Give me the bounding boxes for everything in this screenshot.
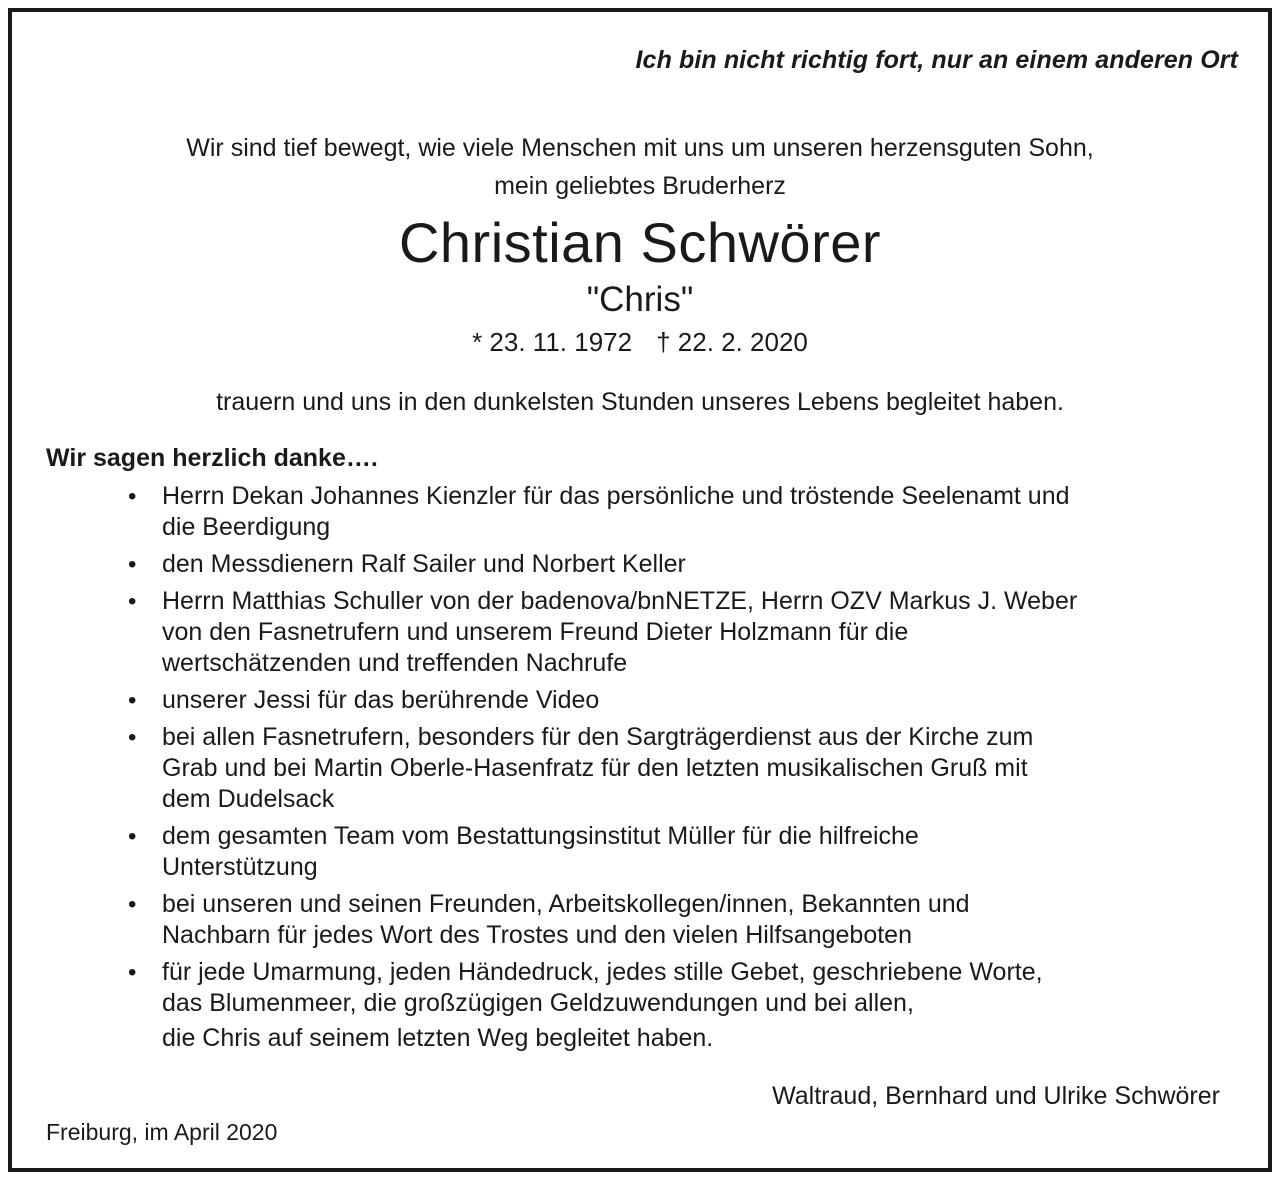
bullet-icon: • xyxy=(128,551,137,578)
thanks-heading: Wir sagen herzlich danke…. xyxy=(46,444,378,472)
mourning-line: trauern und uns in den dunkelsten Stunden unseres Lebens begleitet haben. xyxy=(216,388,1064,416)
thanks-item xyxy=(128,685,1236,716)
thanks-item-line: die Chris auf seinem letzten Weg begleitet haben. xyxy=(162,1024,714,1052)
thanks-item-line: bei unseren und seinen Freunden, Arbeitskollegen/innen, Bekannten und xyxy=(162,890,970,918)
thanks-item-line: Herrn Dekan Johannes Kienzler für das persönliche und tröstende Seelenamt und xyxy=(162,482,1070,510)
thanks-item-line: die Beerdigung xyxy=(162,513,331,541)
thanks-item-line: Unterstützung xyxy=(162,853,318,881)
bullet-icon: • xyxy=(128,823,137,850)
intro-line-2: mein geliebtes Bruderherz xyxy=(494,172,786,200)
bullet-icon: • xyxy=(128,588,137,615)
thanks-item-line: für jede Umarmung, jeden Händedruck, jedes stille Gebet, geschriebene Worte, xyxy=(162,958,1043,986)
life-dates xyxy=(12,325,1268,359)
thanks-list xyxy=(128,481,1236,1060)
thanks-item xyxy=(128,481,1236,543)
family-signature: Waltraud, Bernhard und Ulrike Schwörer xyxy=(772,1082,1220,1110)
thanks-item-line: Herrn Matthias Schuller von der badenova/bnNETZE, Herrn OZV Markus J. Weber xyxy=(162,587,1078,615)
thanks-item-line: dem gesamten Team vom Bestattungsinstitut Müller für die hilfreiche xyxy=(162,822,919,850)
place-and-date: Freiburg, im April 2020 xyxy=(46,1119,278,1145)
thanks-item xyxy=(128,821,1236,883)
thanks-item-line: das Blumenmeer, die großzügigen Geldzuwendungen und bei allen, xyxy=(162,989,914,1017)
intro-text xyxy=(12,129,1268,205)
thanks-item xyxy=(128,549,1236,580)
thanks-item-line: Grab und bei Martin Oberle-Hasenfratz für den letzten musikalischen Gruß mit xyxy=(162,754,1028,782)
bullet-icon: • xyxy=(128,687,137,714)
thanks-item-line: wertschätzenden und treffenden Nachrufe xyxy=(162,649,628,677)
bullet-icon: • xyxy=(128,959,137,986)
bullet-icon: • xyxy=(128,891,137,918)
bullet-icon: • xyxy=(128,724,137,751)
thanks-item xyxy=(128,957,1236,1054)
deceased-name: Christian Schwörer xyxy=(398,211,882,274)
intro-line-1: Wir sind tief bewegt, wie viele Menschen mit uns um unseren herzensguten Sohn, xyxy=(186,134,1094,162)
thanks-item-line: Nachbarn für jedes Wort des Trostes und den vielen Hilfsangeboten xyxy=(162,921,912,949)
thanks-item xyxy=(128,722,1236,815)
deceased-nickname: "Chris" xyxy=(586,280,694,319)
thanks-item-line: von den Fasnetrufern und unserem Freund Dieter Holzmann für die xyxy=(162,618,909,646)
thanks-item-line: den Messdienern Ralf Sailer und Norbert Keller xyxy=(162,550,686,578)
thanks-item-line: unserer Jessi für das berührende Video xyxy=(162,686,600,714)
birth-date: * 23. 11. 1972 xyxy=(472,327,633,357)
motto-quote: Ich bin nicht richtig fort, nur an einem anderen Ort xyxy=(635,46,1238,74)
death-date: † 22. 2. 2020 xyxy=(656,327,808,357)
obituary-notice xyxy=(8,8,1272,1172)
bullet-icon: • xyxy=(128,483,137,510)
thanks-item xyxy=(128,586,1236,679)
thanks-item xyxy=(128,889,1236,951)
thanks-item-line: bei allen Fasnetrufern, besonders für den Sargträgerdienst aus der Kirche zum xyxy=(162,723,1034,751)
thanks-item-line: dem Dudelsack xyxy=(162,785,335,813)
